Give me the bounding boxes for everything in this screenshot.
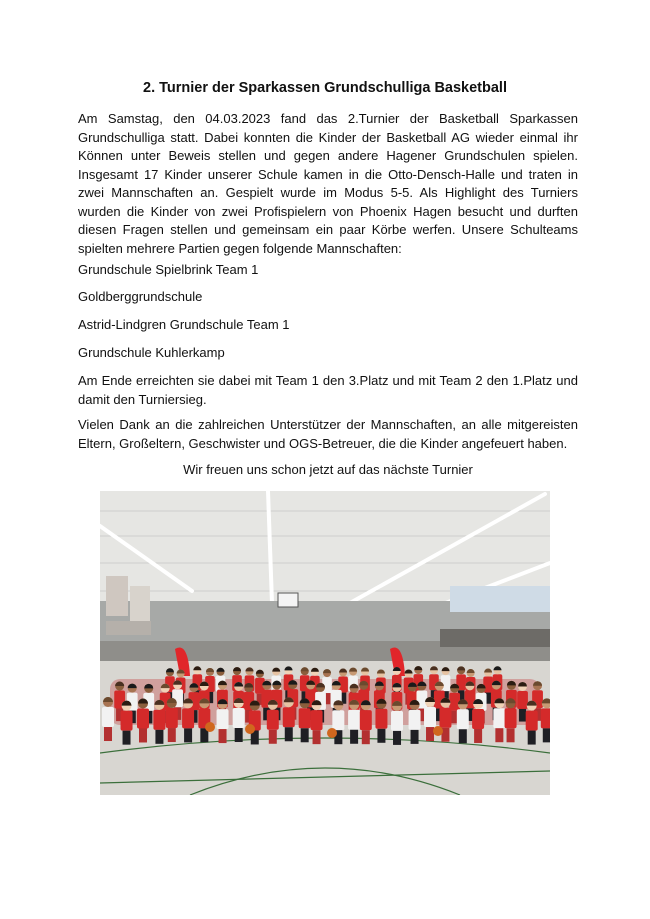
child-figure [233,708,245,728]
basketball-hoop [278,593,298,607]
child-figure [348,710,360,730]
team-group-photo [100,491,550,795]
basketball-icon [205,722,215,732]
child-legs [377,729,385,743]
child-legs [519,709,526,722]
child-legs [235,728,243,742]
child-figure [102,707,114,727]
document-title: 2. Turnier der Sparkassen Grundschulliga Basketball [143,80,507,96]
child-figure [409,710,421,730]
basketball-icon [433,726,443,736]
child-legs [269,730,277,744]
child-figure [375,709,387,729]
intro-paragraph: Am Samstag, den 04.03.2023 fand das 2.Turnier der Basketball Sparkassen Grundschulliga statt. Dabei konnten die Kinder der Basketball AG wieder einmal ihr Können unter Beweis stellen und gegen andere Hagener Grundschulen spielen. Insgesamt 17 Kinder unserer Schule kamen in die Otto-Densch-Halle und traten in zwei Mannschaften an. Gespielt wurde im Modus 5-5. Als Highlight des Turniers wurden die Kinder von zwei Profispielern von Phoenix Hagen besucht und durften diesen Fragen stellen und gemeinsam ein paar Körbe werfen. Unsere Schulteams spielten mehrere Partien gegen folgende Mannschaften: [78,111,578,256]
child-figure [182,708,194,728]
child-legs [495,728,503,742]
child-legs [426,727,434,741]
child-figure [137,708,149,728]
child-figure [217,709,229,729]
child-figure [505,708,517,728]
child-figure [166,708,178,728]
team-list-item: Grundschule Kuhlerkamp [78,345,225,360]
child-figure [391,711,403,731]
child-figure [121,711,133,731]
child-figure [267,710,279,730]
child-legs [123,731,131,745]
child-legs [474,729,482,743]
child-figure [153,710,165,730]
child-legs [184,728,192,742]
team-list-item: Goldberggrundschule [78,289,203,304]
child-figure [299,708,311,728]
child-figure [472,709,484,729]
child-legs [411,730,419,744]
hall-windows [450,586,550,612]
photo-illustration [100,491,550,795]
child-legs [155,730,163,744]
spectator-gallery [440,629,550,647]
child-figure [526,711,538,731]
child-figure [457,709,469,729]
child-figure [493,708,505,728]
basketball-icon [245,724,255,734]
child-figure [541,708,550,728]
child-legs [362,730,370,744]
team-list-item: Astrid-Lindgren Grundschule Team 1 [78,317,290,332]
child-legs [219,729,227,743]
child-legs [507,728,515,742]
child-figure [332,710,344,730]
child-legs [459,729,467,743]
child-figure [449,693,460,711]
child-legs [285,727,293,741]
child-legs [528,731,536,745]
team-list-item: Grundschule Spielbrink Team 1 [78,262,259,277]
result-paragraph: Am Ende erreichten sie dabei mit Team 1 den 3.Platz und mit Team 2 den 1.Platz und damit den Turniersieg. [78,373,578,407]
child-legs [393,731,401,745]
closing-line: Wir freuen uns schon jetzt auf das nächste Turnier [183,462,473,477]
child-figure [283,707,295,727]
child-legs [350,730,358,744]
child-figure [439,708,451,728]
basketball-icon [327,728,337,738]
child-legs [168,728,176,742]
child-legs [313,730,321,744]
child-legs [104,727,112,741]
thanks-paragraph: Vielen Dank an die zahlreichen Unterstützer der Mannschaften, an alle mitgereisten Eltern, Großeltern, Geschwister und OGS-Betreuer, die die Kinder angefeuert haben. [78,417,578,451]
child-figure [424,707,436,727]
child-legs [301,728,309,742]
child-figure [311,710,323,730]
child-legs [543,728,550,742]
child-legs [139,728,147,742]
child-figure [360,710,372,730]
child-figure [517,691,528,709]
